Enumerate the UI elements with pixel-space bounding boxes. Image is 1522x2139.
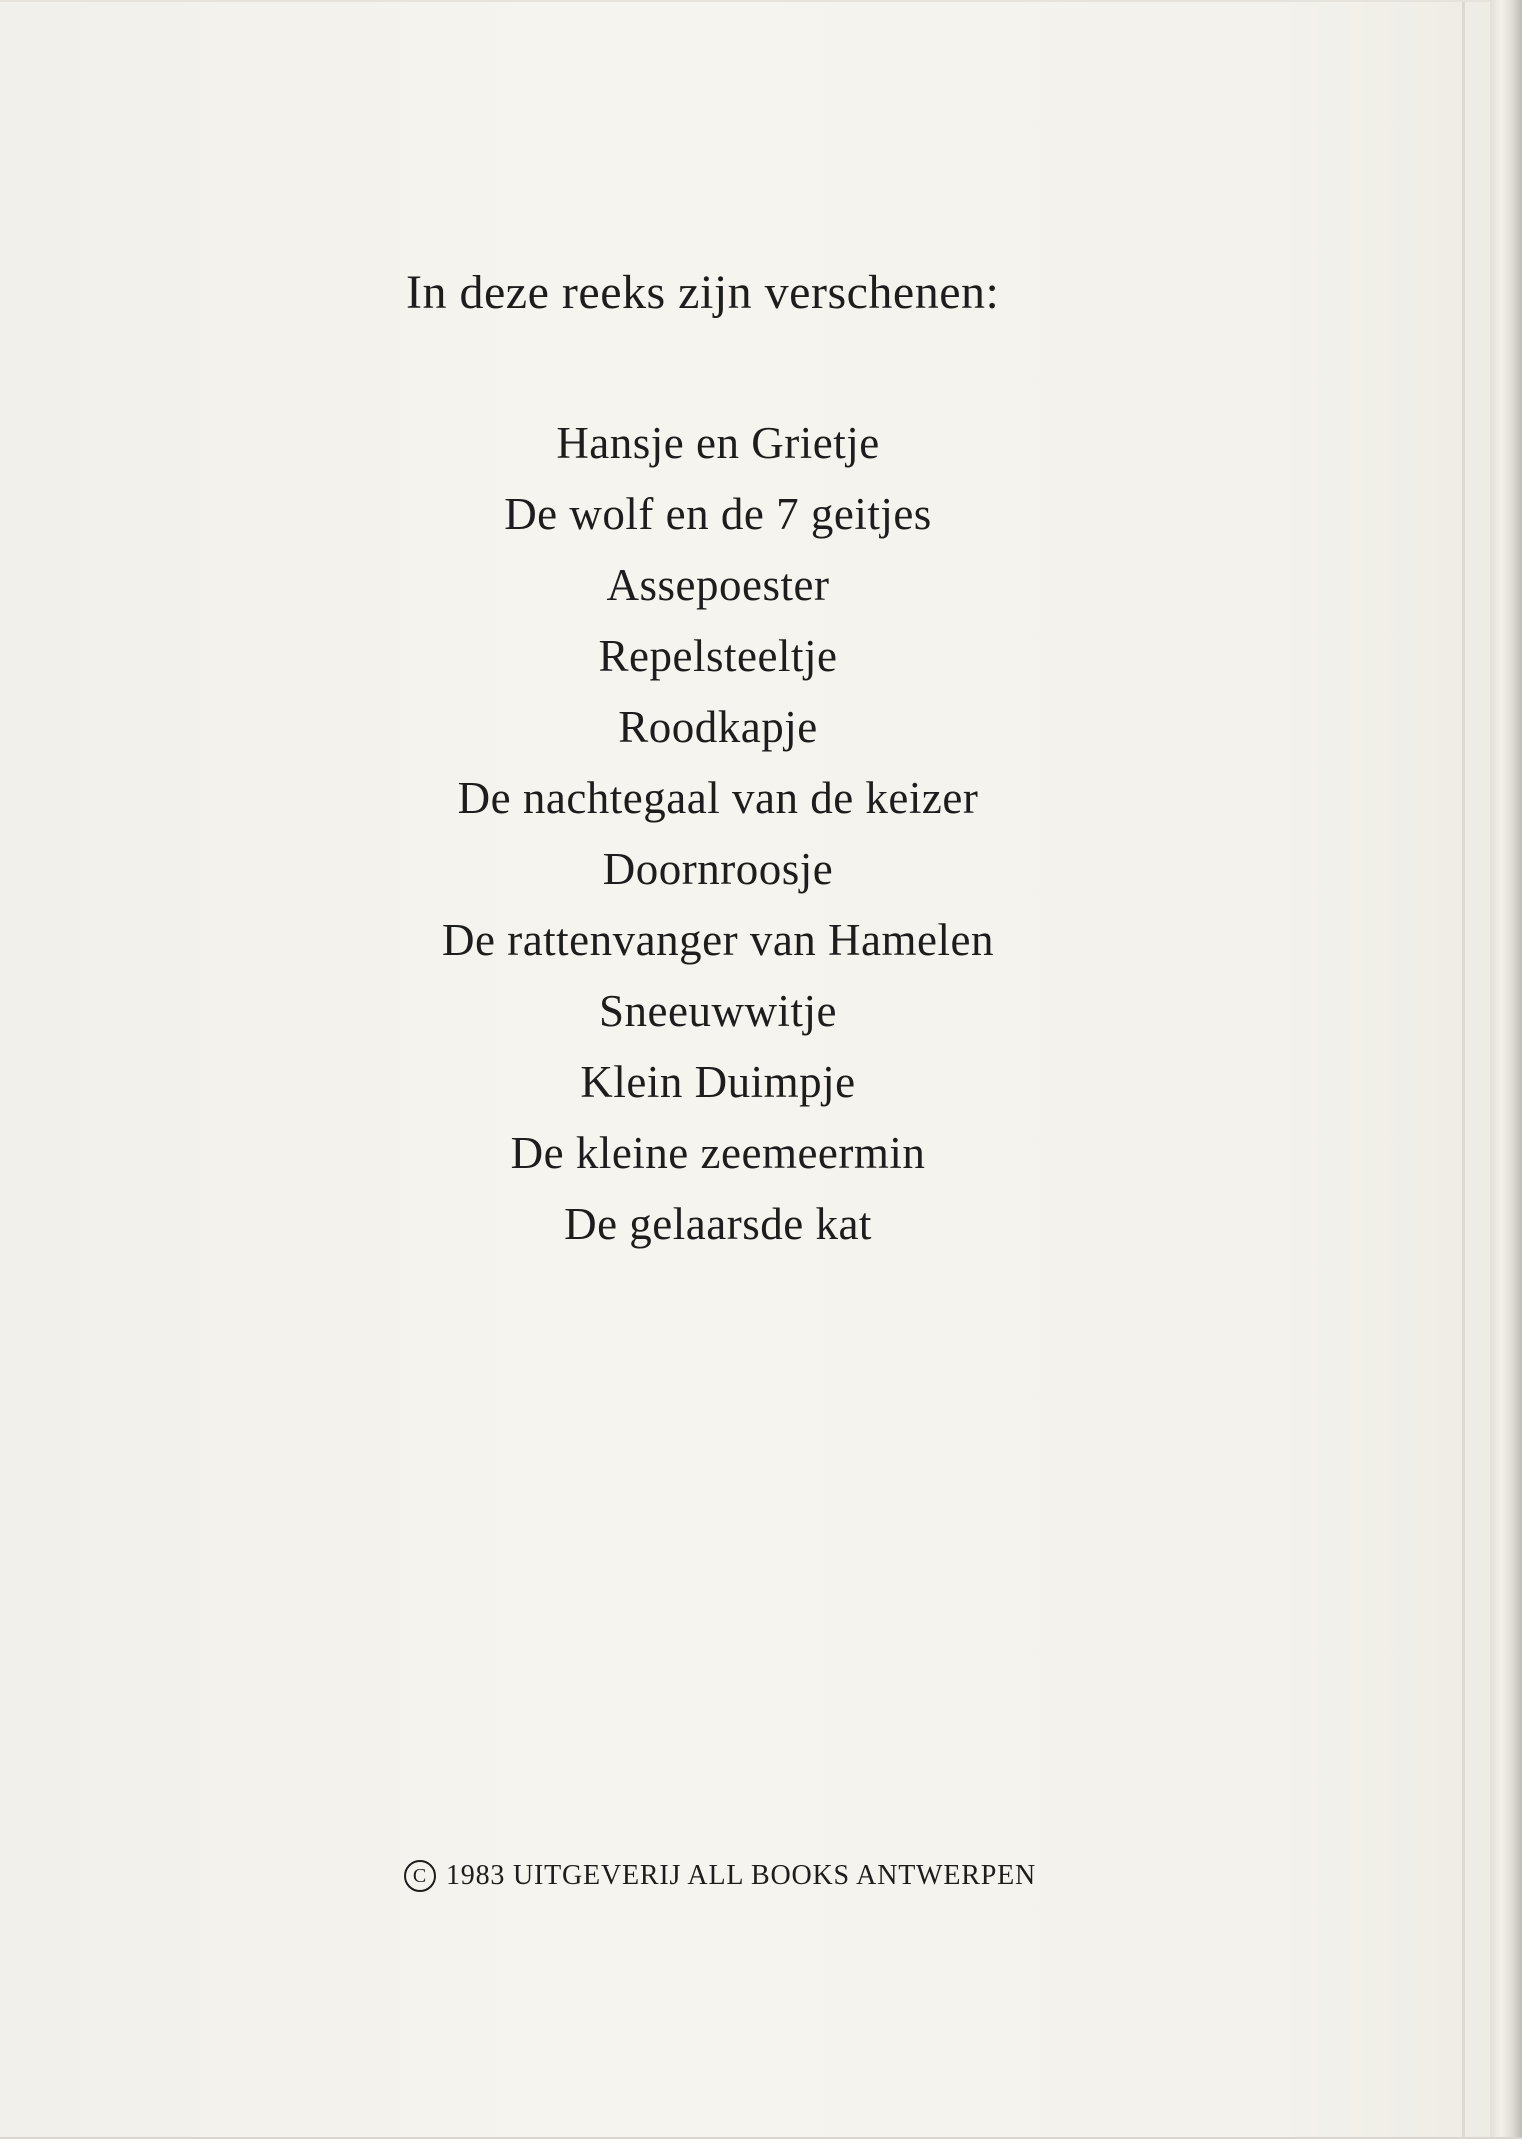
list-item: Hansje en Grietje <box>556 418 880 468</box>
list-item: De kleine zeemeermin <box>510 1128 926 1178</box>
list-item: Repelsteeltje <box>598 631 838 681</box>
list-item: Roodkapje <box>618 702 818 752</box>
list-item: Doornroosje <box>602 844 834 894</box>
spine-crease <box>1462 2 1465 2139</box>
copyright-text: 1983 UITGEVERIJ ALL BOOKS ANTWERPEN <box>445 1860 1037 1891</box>
title-list <box>0 408 1436 1260</box>
list-item: Klein Duimpje <box>580 1057 856 1107</box>
copyright-notice <box>0 1860 1440 1892</box>
list-item: De rattenvanger van Hamelen <box>442 915 994 965</box>
series-heading: In deze reeks zijn verschenen: <box>406 266 1000 319</box>
list-item: De wolf en de 7 geitjes <box>504 489 932 539</box>
list-item: De gelaarsde kat <box>564 1199 872 1249</box>
copyright-icon: C <box>404 1860 436 1892</box>
spine-edge <box>1490 0 1522 2137</box>
list-item: De nachtegaal van de keizer <box>457 773 979 823</box>
list-item: Assepoester <box>606 560 830 610</box>
list-item: Sneeuwwitje <box>599 986 837 1036</box>
